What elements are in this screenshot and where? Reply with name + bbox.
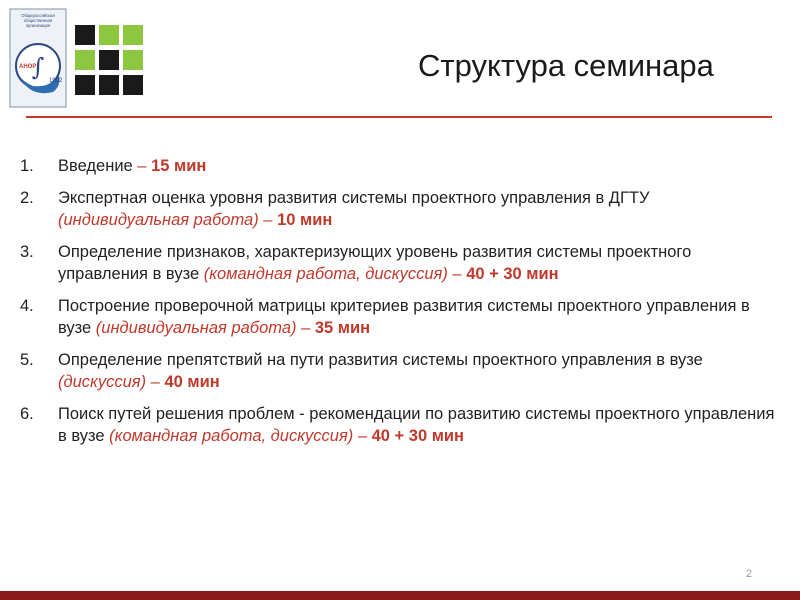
agenda-item-number: 1. [20,157,34,175]
agenda-item [20,295,780,340]
anor-logo [9,8,67,108]
agenda-item-sep: – [132,157,152,175]
agenda-item-text: Поиск путей решения проблем - рекомендации по развитию системы проектного управления в вузе [58,404,775,445]
agenda-item [20,349,780,394]
blocks-logo [75,25,143,95]
agenda-item-note: (командная работа, дискуссия) [203,265,448,283]
agenda-item-number: 3. [20,242,34,261]
footer-bar [0,591,800,600]
svg-text:общественная: общественная [23,18,53,23]
agenda-item-sep: – [447,265,467,283]
agenda-item-number: 2. [20,188,34,207]
agenda-item-number: 5. [20,350,34,369]
agenda-item-time: 10 мин [277,211,333,229]
agenda-item-number: 4. [20,296,34,315]
agenda-item-sep: – [258,211,278,229]
agenda-item-time: 40 + 30 мин [371,427,465,445]
seminar-agenda-list [20,155,780,457]
agenda-item-text: Введение [58,157,133,175]
agenda-item-text: Экспертная оценка уровня развития системы проектного управления в ДГТУ [58,188,650,207]
agenda-item-text: Определение препятствий на пути развития системы проектного управления в вузе [58,350,703,369]
agenda-item-number: 6. [20,404,34,423]
svg-text:∫: ∫ [31,53,45,81]
agenda-item [20,241,780,286]
agenda-item-time: 35 мин [314,319,371,337]
agenda-item-text: Определение признаков, характеризующих уровень развития системы проектного управления в вузе [58,242,692,283]
agenda-item-sep: – [146,373,165,391]
agenda-item [20,187,780,232]
agenda-item-text: Построение проверочной матрицы критериев развития системы проектного управления в вузе [58,296,750,337]
agenda-item [20,155,780,178]
svg-text:АНОР: АНОР [19,64,37,70]
svg-text:Общероссийская: Общероссийская [21,13,55,18]
agenda-item-time: 15 мин [151,157,207,175]
agenda-item-time: 40 мин [164,373,220,391]
agenda-item-note: (индивидуальная работа) [95,319,297,337]
agenda-item-note: (индивидуальная работа) [58,211,259,229]
page-number: 2 [745,568,752,580]
svg-text:организация: организация [25,23,51,28]
title-divider [26,116,772,118]
agenda-item-time: 40 + 30 мин [466,265,559,283]
agenda-item [20,403,780,448]
agenda-item-sep: – [296,319,315,337]
page-title: Структура семинара [418,48,714,83]
agenda-item-note: (дискуссия) [58,373,147,391]
agenda-item-note: (командная работа, дискуссия) [109,427,354,445]
svg-text:1992: 1992 [49,78,63,84]
agenda-item-sep: – [353,427,372,445]
